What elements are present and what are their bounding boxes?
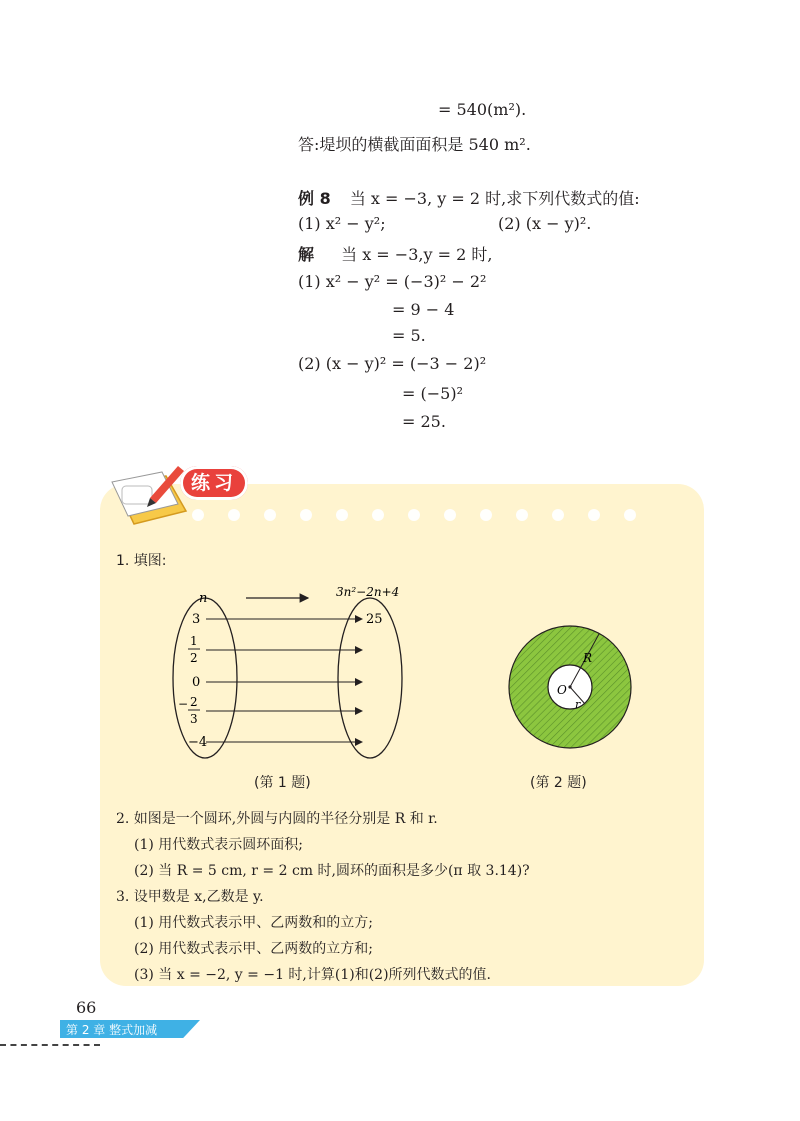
label-R: R	[583, 651, 593, 665]
chapter-label: 第 2 章 整式加减	[66, 1023, 158, 1037]
question-1: 1. 填图:	[116, 553, 167, 569]
input-neg-two-thirds	[178, 695, 200, 726]
label-O: O	[557, 683, 567, 697]
example-part1: (1) x² − y²;	[298, 214, 386, 233]
question-3-3: (3) 当 x = −2, y = −1 时,计算(1)和(2)所列代数式的值.	[134, 967, 491, 983]
example-statement: 当 x = −3, y = 2 时,求下列代数式的值:	[349, 189, 640, 208]
solution-1-line-2: = 9 − 4	[392, 300, 455, 319]
figure-2-caption: (第 2 题)	[530, 775, 587, 791]
page-number: 66	[76, 998, 97, 1017]
svg-text:2: 2	[190, 651, 198, 665]
svg-text:1: 1	[190, 634, 198, 648]
solution-2-line-3: = 25.	[402, 412, 446, 431]
question-2-2: (2) 当 R = 5 cm, r = 2 cm 时,圆环的面积是多少(π 取 3.14)?	[134, 863, 530, 879]
svg-text:−: −	[178, 697, 189, 711]
figure-1-caption: (第 1 题)	[254, 775, 311, 791]
input-0: 0	[192, 675, 201, 690]
label-r: r	[575, 698, 581, 711]
output-label: 3n²−2n+4	[336, 585, 400, 599]
example-label: 例 8	[298, 189, 331, 208]
question-3: 3. 设甲数是 x,乙数是 y.	[116, 889, 264, 905]
output-25: 25	[366, 612, 383, 627]
solution-1-line-3: = 5.	[392, 326, 426, 345]
solution-2-line-1: (2) (x − y)² = (−3 − 2)²	[298, 354, 487, 373]
solution-line	[298, 242, 492, 265]
figure-2	[505, 622, 635, 752]
practice-badge: 练习	[180, 466, 248, 500]
footer-dashed-line	[0, 1044, 100, 1046]
svg-text:2: 2	[190, 695, 198, 709]
example-part2: (2) (x − y)².	[498, 214, 592, 233]
input-label: n	[199, 591, 208, 606]
solution-2-line-2: = (−5)²	[402, 384, 463, 403]
question-2-1: (1) 用代数式表示圆环面积;	[134, 837, 303, 853]
answer-line: 答:堤坝的横截面面积是 540 m².	[298, 135, 531, 154]
figure-1	[150, 580, 430, 766]
input-half	[188, 634, 200, 665]
question-3-2: (2) 用代数式表示甲、乙两数的立方和;	[134, 941, 373, 957]
solution-condition: 当 x = −3,y = 2 时,	[341, 245, 493, 264]
question-3-1: (1) 用代数式表示甲、乙两数和的立方;	[134, 915, 373, 931]
svg-text:3: 3	[190, 712, 198, 726]
input-3: 3	[192, 612, 201, 627]
input-neg-4: −4	[188, 735, 208, 750]
question-2: 2. 如图是一个圆环,外圆与内圆的半径分别是 R 和 r.	[116, 811, 438, 827]
solution-label: 解	[298, 245, 315, 264]
calc-line: = 540(m²).	[438, 100, 527, 119]
solution-1-line-1: (1) x² − y² = (−3)² − 2²	[298, 272, 487, 291]
decorative-dots	[192, 506, 672, 522]
input-ellipse	[173, 598, 237, 758]
example-8	[298, 186, 640, 209]
